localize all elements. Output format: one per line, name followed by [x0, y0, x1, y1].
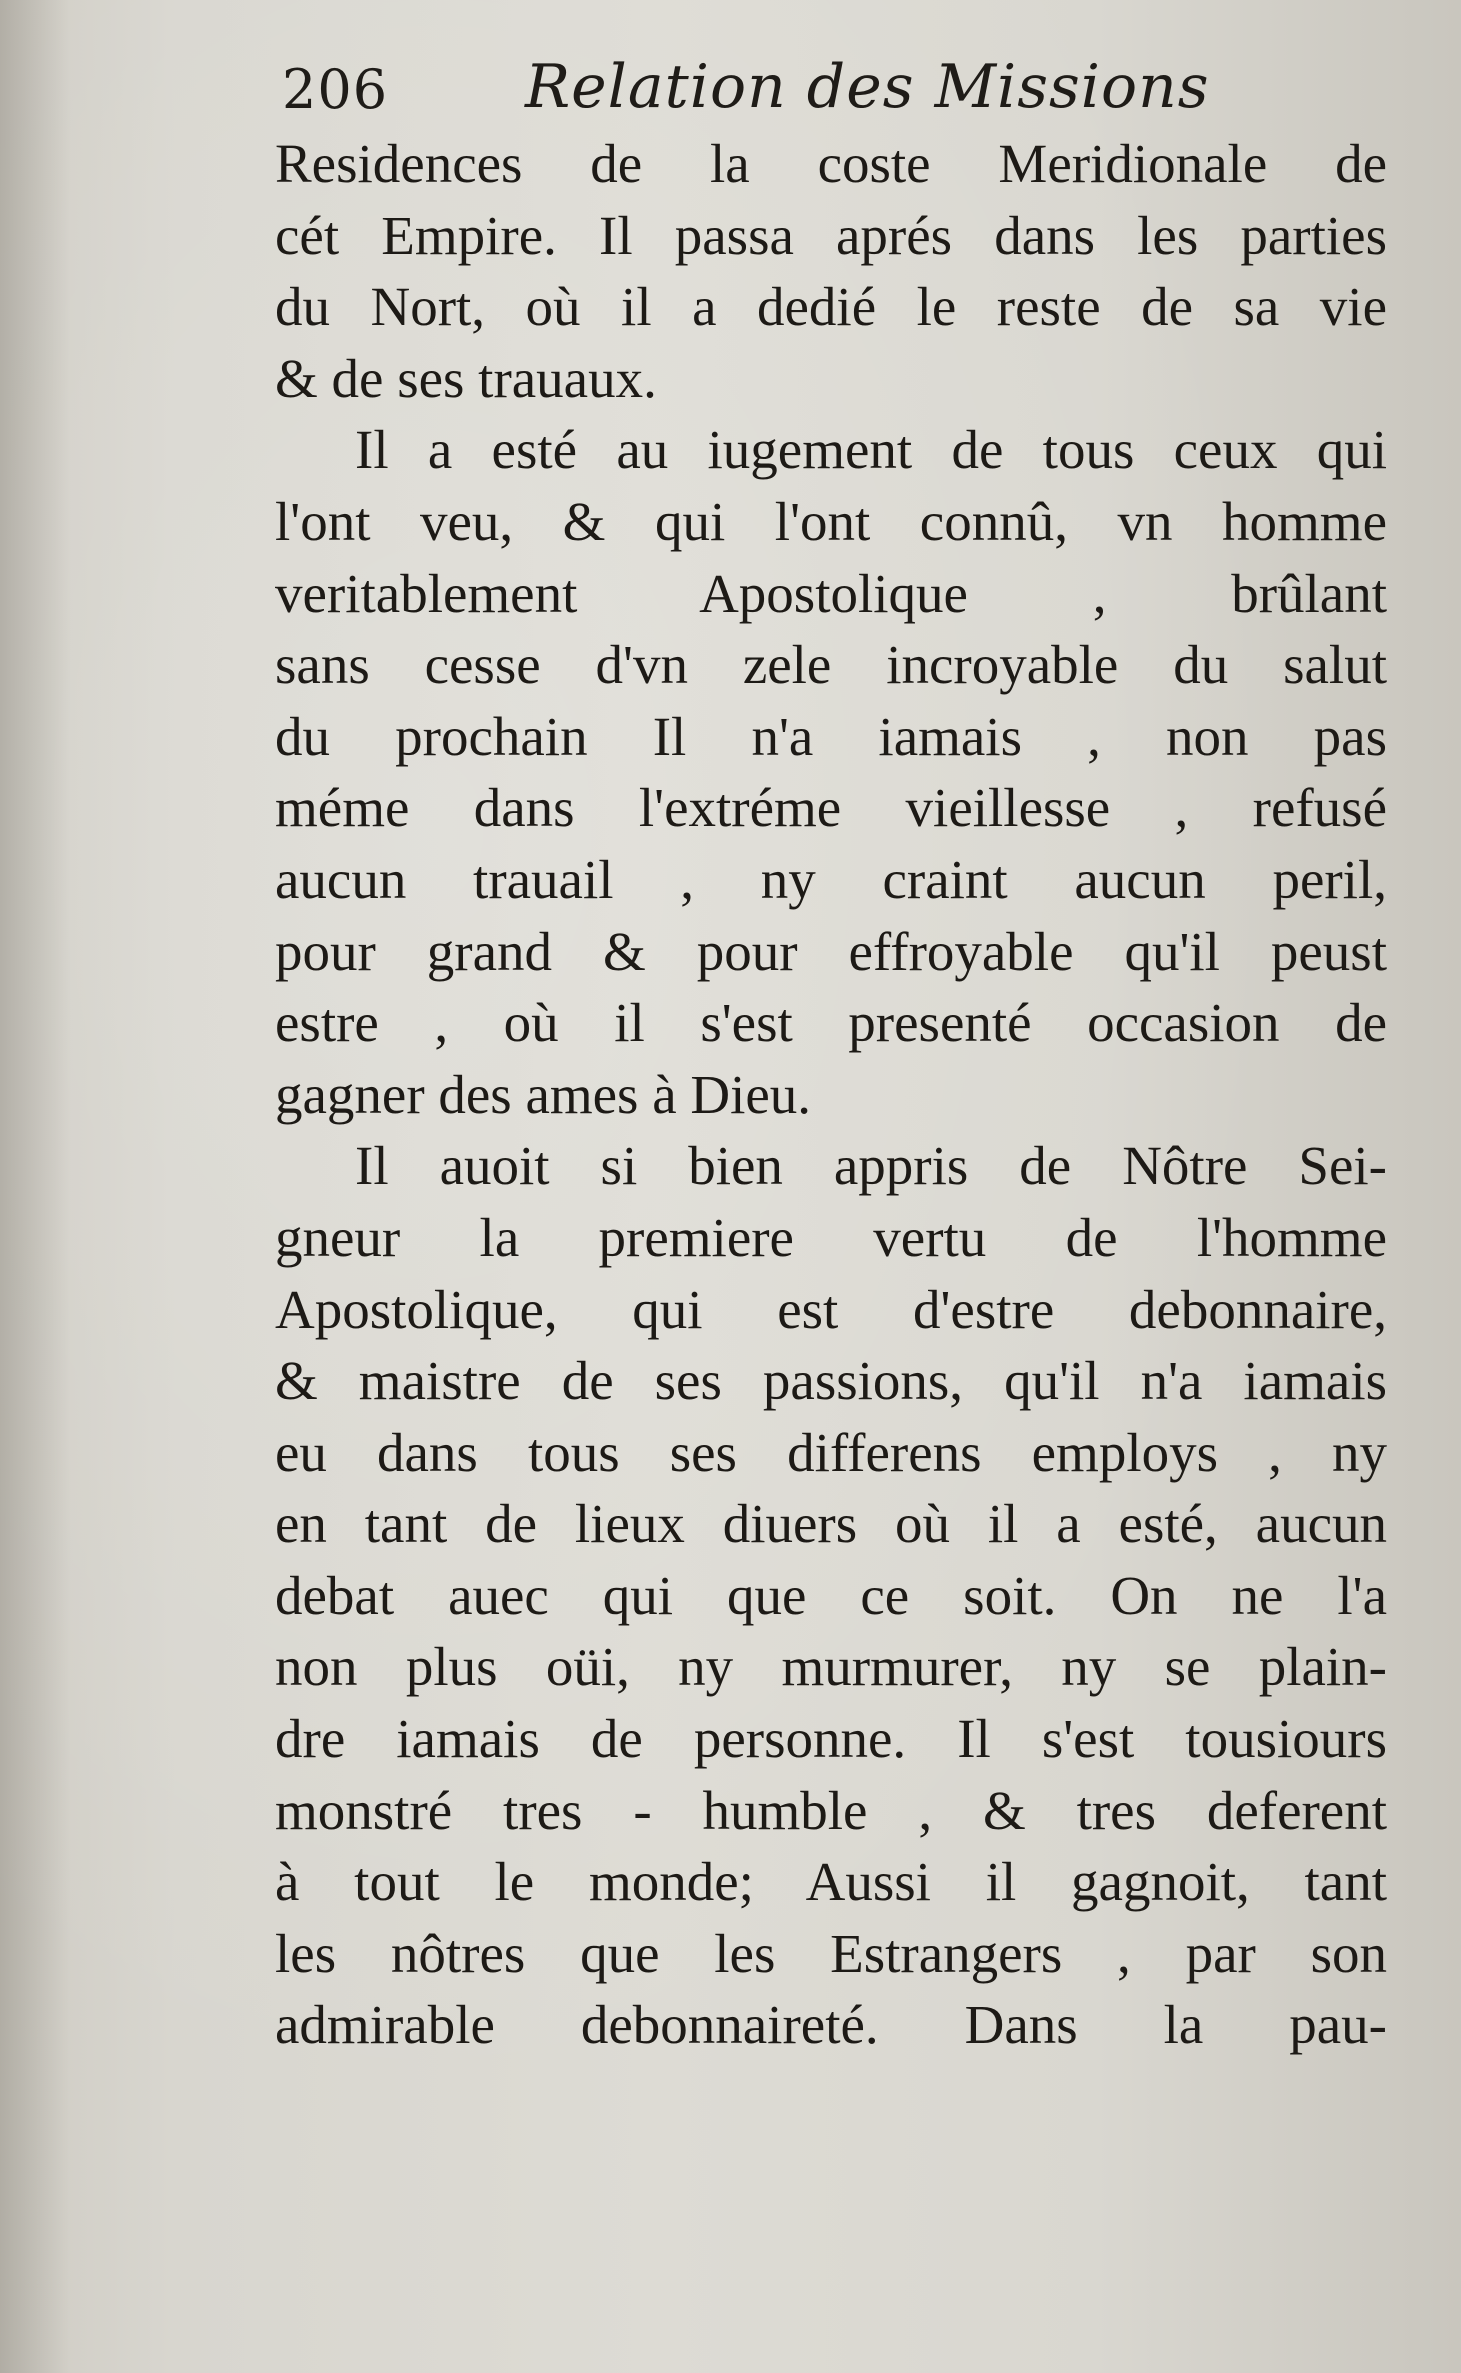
text-line: aucun trauail , ny craint aucun peril, [275, 848, 1387, 910]
text-line: Il a esté au iugement de tous ceux qui [355, 419, 1387, 481]
text-line: Residences de la coste Meridionale de [275, 133, 1387, 194]
gutter-shadow [0, 0, 70, 2373]
text-line: Apostolique, qui est d'estre debonnaire, [275, 1278, 1387, 1340]
text-line: monstré tres - humble , & tres deferent [275, 1779, 1387, 1841]
text-line: les nôtres que les Estrangers , par son [275, 1922, 1387, 1984]
text-line: en tant de lieux diuers où il a esté, aucun [275, 1493, 1387, 1555]
text-line: du Nort, où il a dedié le reste de sa vie [275, 276, 1387, 338]
text-line: l'ont veu, & qui l'ont connû, vn homme [275, 490, 1387, 552]
text-line: sans cesse d'vn zele incroyable du salut [275, 634, 1387, 696]
text-line: gagner des ames à Dieu. [275, 1063, 812, 1125]
text-line: debat auec qui que ce soit. On ne l'a [275, 1564, 1387, 1626]
text-line: & de ses trauaux. [275, 347, 657, 409]
text-line: cét Empire. Il passa aprés dans les parties [275, 204, 1387, 266]
page-number: 206 [282, 58, 389, 121]
text-line: gneur la premiere vertu de l'homme [275, 1206, 1387, 1268]
text-line: estre , où il s'est presenté occasion de [275, 992, 1387, 1054]
text-line: eu dans tous ses differens employs , ny [275, 1421, 1387, 1483]
running-head: Relation des Missions [525, 52, 1210, 122]
text-line: méme dans l'extréme vieillesse , refusé [275, 777, 1387, 839]
text-line: non plus oüi, ny murmurer, ny se plain- [275, 1636, 1387, 1698]
text-line: du prochain Il n'a iamais , non pas [275, 705, 1387, 767]
body-text [275, 128, 1387, 2061]
text-line: dre iamais de personne. Il s'est tousiours [275, 1708, 1387, 1770]
text-line: Il auoit si bien appris de Nôtre Sei- [355, 1135, 1387, 1197]
text-line: à tout le monde; Aussi il gagnoit, tant [275, 1851, 1387, 1913]
text-line: veritablement Apostolique , brûlant [275, 562, 1387, 624]
text-line: admirable debonnaireté. Dans la pau- [275, 1994, 1387, 2056]
page-header [282, 52, 1382, 132]
text-line: pour grand & pour effroyable qu'il peust [275, 920, 1387, 982]
text-line: & maistre de ses passions, qu'il n'a iamais [275, 1350, 1387, 1412]
